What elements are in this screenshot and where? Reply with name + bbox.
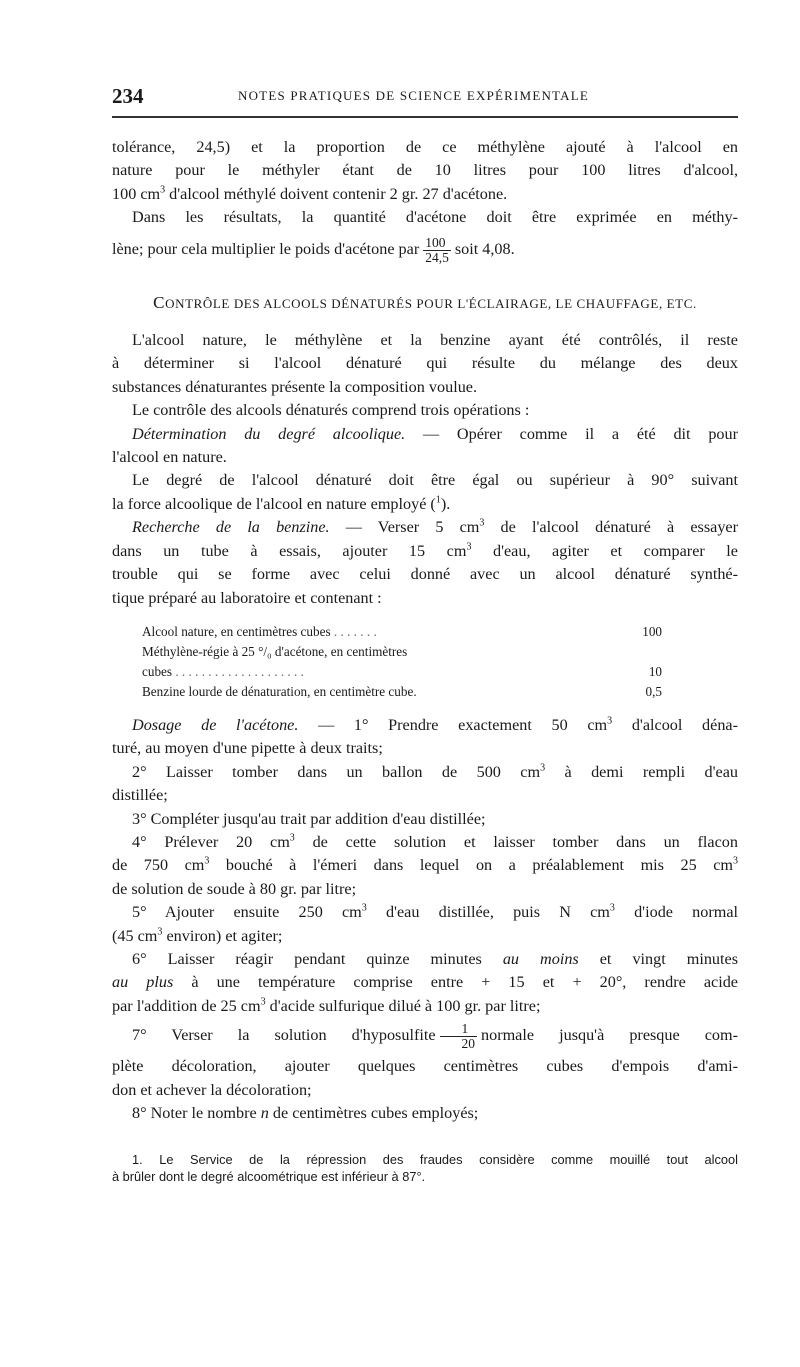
paragraph-dosage: Dosage de l'acétone. — 1° Prendre exactement 50 $cm^3$ d'alcool déna- turé, au moyen d'une pipette à deux traits; [112, 715, 738, 758]
table-row: Méthylène-régie à 25 °/₀ d'acétone, en centimètres [142, 643, 408, 659]
paragraph-benzine: Recherche de la benzine. — Verser 5 $cm^3$ de l'alcool dénaturé à essayer dans un tube à essais, ajouter 15 $cm^3$ d'eau, agiter et comparer le trouble qui se forme avec celui donné avec un alcool dénaturé synthé- tique préparé au laboratoire et contenant : [112, 517, 739, 607]
section-heading: CONTRÔLE DES ALCOOLS DÉNATURÉS POUR L'ÉCLAIRAGE, LE CHAUFFAGE, ETC. [153, 292, 697, 312]
paragraph-step-3: 3° Compléter jusqu'au trait par addition d'eau distillée; [132, 809, 486, 828]
table-row: Benzine lourde de dénaturation, en centimètre cube. 0,5 [142, 683, 662, 699]
fraction-1-over-20: $\frac{1}{20}$ [440, 1022, 478, 1051]
paragraph-alcool-nature: L'alcool nature, le méthylène et la benzine ayant été contrôlés, il reste à déterminer si l'alcool dénaturé qui résulte du mélange des deux substances dénaturantes présente la composition voulue. [112, 331, 738, 396]
paragraph-step-2: 2° Laisser tomber dans un ballon de 500 $cm^3$ à demi rempli d'eau distillée; [112, 762, 739, 805]
paragraph-controle: Le contrôle des alcools dénaturés comprend trois opérations : [132, 401, 530, 420]
page-body [112, 136, 738, 1185]
paragraph-step-7: 7° Verser la solution d'hyposulfite $\frac{1}{20}$ normale jusqu'à presque com- plète décoloration, ajouter quelques centimètres cubes d'empois d'ami- don et achever la décoloration; [112, 1021, 738, 1099]
paragraph-step-8: 8° Noter le nombre n de centimètres cubes employés; [132, 1104, 479, 1122]
table-row: cubes . . . . . . . . . . . . . . . . . . . . 10 [142, 663, 662, 679]
footnote-ref: 1 [435, 494, 441, 506]
paragraph-tolerance: tolérance, 24,5) et la proportion de ce méthylène ajouté à l'alcool en nature pour le méthyler étant de 10 litres pour 100 litres d'alcool, 100 $cm^3$ d'alcool méthylé doivent contenir 2 gr. 27 d'acétone. [112, 138, 738, 203]
running-title: NOTES PRATIQUES DE SCIENCE EXPÉRIMENTALE [238, 88, 590, 103]
header-rule [112, 116, 738, 118]
footnote: 1. Le Service de la répression des fraudes considère comme mouillé tout alcool à brûler dont le degré alcoométrique est inférieur à 87°. [112, 1152, 738, 1185]
fraction-100-over-24-5: $\frac{100}{24,5}$ [425, 234, 449, 265]
paragraph-degre: Détermination du degré alcoolique. — Opérer comme il a été dit pour l'alcool en nature. [112, 424, 739, 467]
paragraph-step-6: 6° Laisser réagir pendant quinze minutes au moins et vingt minutes au plus à une température comprise entre + 15 et + 20°, rendre acide par l'addition de 25 $cm^3$ d'acide sulfurique dilué à 100 gr. par litre; [112, 949, 738, 1015]
page-number: 234 [112, 84, 144, 108]
table-row: Alcool nature, en centimètres cubes . . . . . . . 100 [142, 623, 662, 639]
paragraph-results: Dans les résultats, la quantité d'acétone doit être exprimée en méthy- lène; pour cela multiplier le poids d'acétone par $\frac{100}{24,5}$ soit 4,08. [112, 208, 738, 265]
paragraph-step-5: 5° Ajouter ensuite 250 $cm^3$ d'eau distillée, puis N $cm^3$ d'iode normal (45 $cm^3$ environ) et agiter; [112, 902, 739, 945]
composition-table [142, 622, 662, 702]
paragraph-degre-egal: Le degré de l'alcool dénaturé doit être égal ou supérieur à 90° suivant la force alcoolique de l'alcool en nature employé ($^1$). [112, 471, 738, 513]
paragraph-step-4: 4° Prélever 20 $cm^3$ de cette solution et laisser tomber dans un flacon de 750 $cm^3$ bouché à l'émeri dans lequel on a préalablement mis 25 $cm^3$ de solution de soude à 80 gr. par litre; [112, 832, 738, 898]
